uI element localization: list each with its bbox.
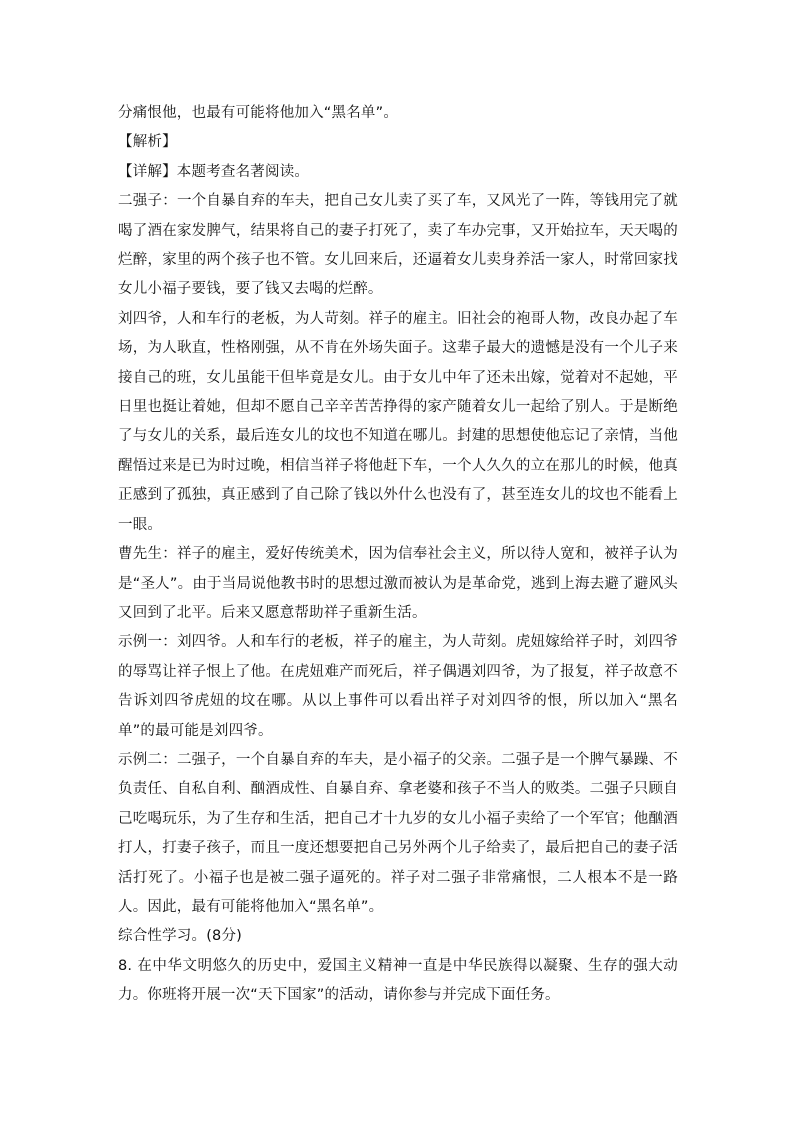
detail-heading: 【详解】本题考查名著阅读。 — [118, 163, 310, 180]
paragraph-caoxiansheng: 曹先生：祥子的雇主，爱好传统美术，因为信奉社会主义，所以待人宽和，被祥子认为是“圣人”。由于当局说他教书时的思想过激而被认为是革命党，逃到上海去避了避风头又回到了北平。后来又愿意帮助祥子重新生活。 — [118, 546, 678, 621]
paragraph-example-two: 示例二：二强子，一个自暴自弃的车夫，是小福子的父亲。二强子是一个脾气暴躁、不负责任、自私自利、酗酒成性、自暴自弃、拿老婆和孩子不当人的败类。二强子只顾自己吃喝玩乐，为了生存和生活，把自己才十九岁的女儿小福子卖给了一个军官；他酗酒打人，打妻子孩子，而且一度还想要把自己另外两个儿子给卖了，最后把自己的妻子活活打死了。小福子也是被二强子逼死的。祥子对二强子非常痛恨，二人根本不是一路人。因此，最有可能将他加入“黑名单”。 — [118, 751, 678, 915]
section-heading-comprehensive: 综合性学习。(8分) — [118, 928, 243, 945]
paragraph-example-one: 示例一：刘四爷。人和车行的老板，祥子的雇主，为人苛刻。虎妞嫁给祥子时，刘四爷的辱骂让祥子恨上了他。在虎妞难产而死后，祥子偶遇刘四爷，为了报复，祥子故意不告诉刘四爷虎妞的坟在哪。从以上事件可以看出祥子对刘四爷的恨，所以加入“黑名单”的最可能是刘四爷。 — [118, 634, 678, 739]
paragraph-erqiangzi: 二强子：一个自暴自弃的车夫，把自己女儿卖了买了车，又风光了一阵，等钱用完了就喝了酒在家发脾气，结果将自己的妻子打死了，卖了车办完事，又开始拉车，天天喝的烂醉，家里的两个孩子也不管。女儿回来后，还逼着女儿卖身养活一家人，时常回家找女儿小福子要钱，要了钱又去喝的烂醉。 — [118, 193, 678, 298]
paragraph-continuation: 分痛恨他，也最有可能将他加入“黑名单”。 — [118, 105, 399, 121]
paragraph-liusiye: 刘四爷，人和车行的老板，为人苛刻。祥子的雇主。旧社会的袍哥人物，改良办起了车场，为人耿直，性格刚强，从不肯在外场失面子。这辈子最大的遗憾是没有一个儿子来接自己的班，女儿虽能干但毕竟是女儿。由于女儿中年了还未出嫁，觉着对不起她，平日里也挺让着她，但却不愿自己辛辛苦苦挣得的家产随着女儿一起给了别人。于是断绝了与女儿的关系，最后连女儿的坟也不知道在哪儿。封建的思想使他忘记了亲情，当他醒悟过来是已为时过晚，相信当祥子将他赶下车，一个人久久的立在那儿的时候，他真正感到了孤独，真正感到了自己除了钱以外什么也没有了，甚至连女儿的坟也不能看上一眼。 — [118, 310, 678, 533]
analysis-heading: 【解析】 — [118, 134, 177, 151]
document-body — [118, 99, 678, 1011]
question-8: 8. 在中华文明悠久的历史中，爱国主义精神一直是中华民族得以凝聚、生存的强大动力。你班将开展一次“天下国家”的活动，请你参与并完成下面任务。 — [118, 957, 678, 1004]
